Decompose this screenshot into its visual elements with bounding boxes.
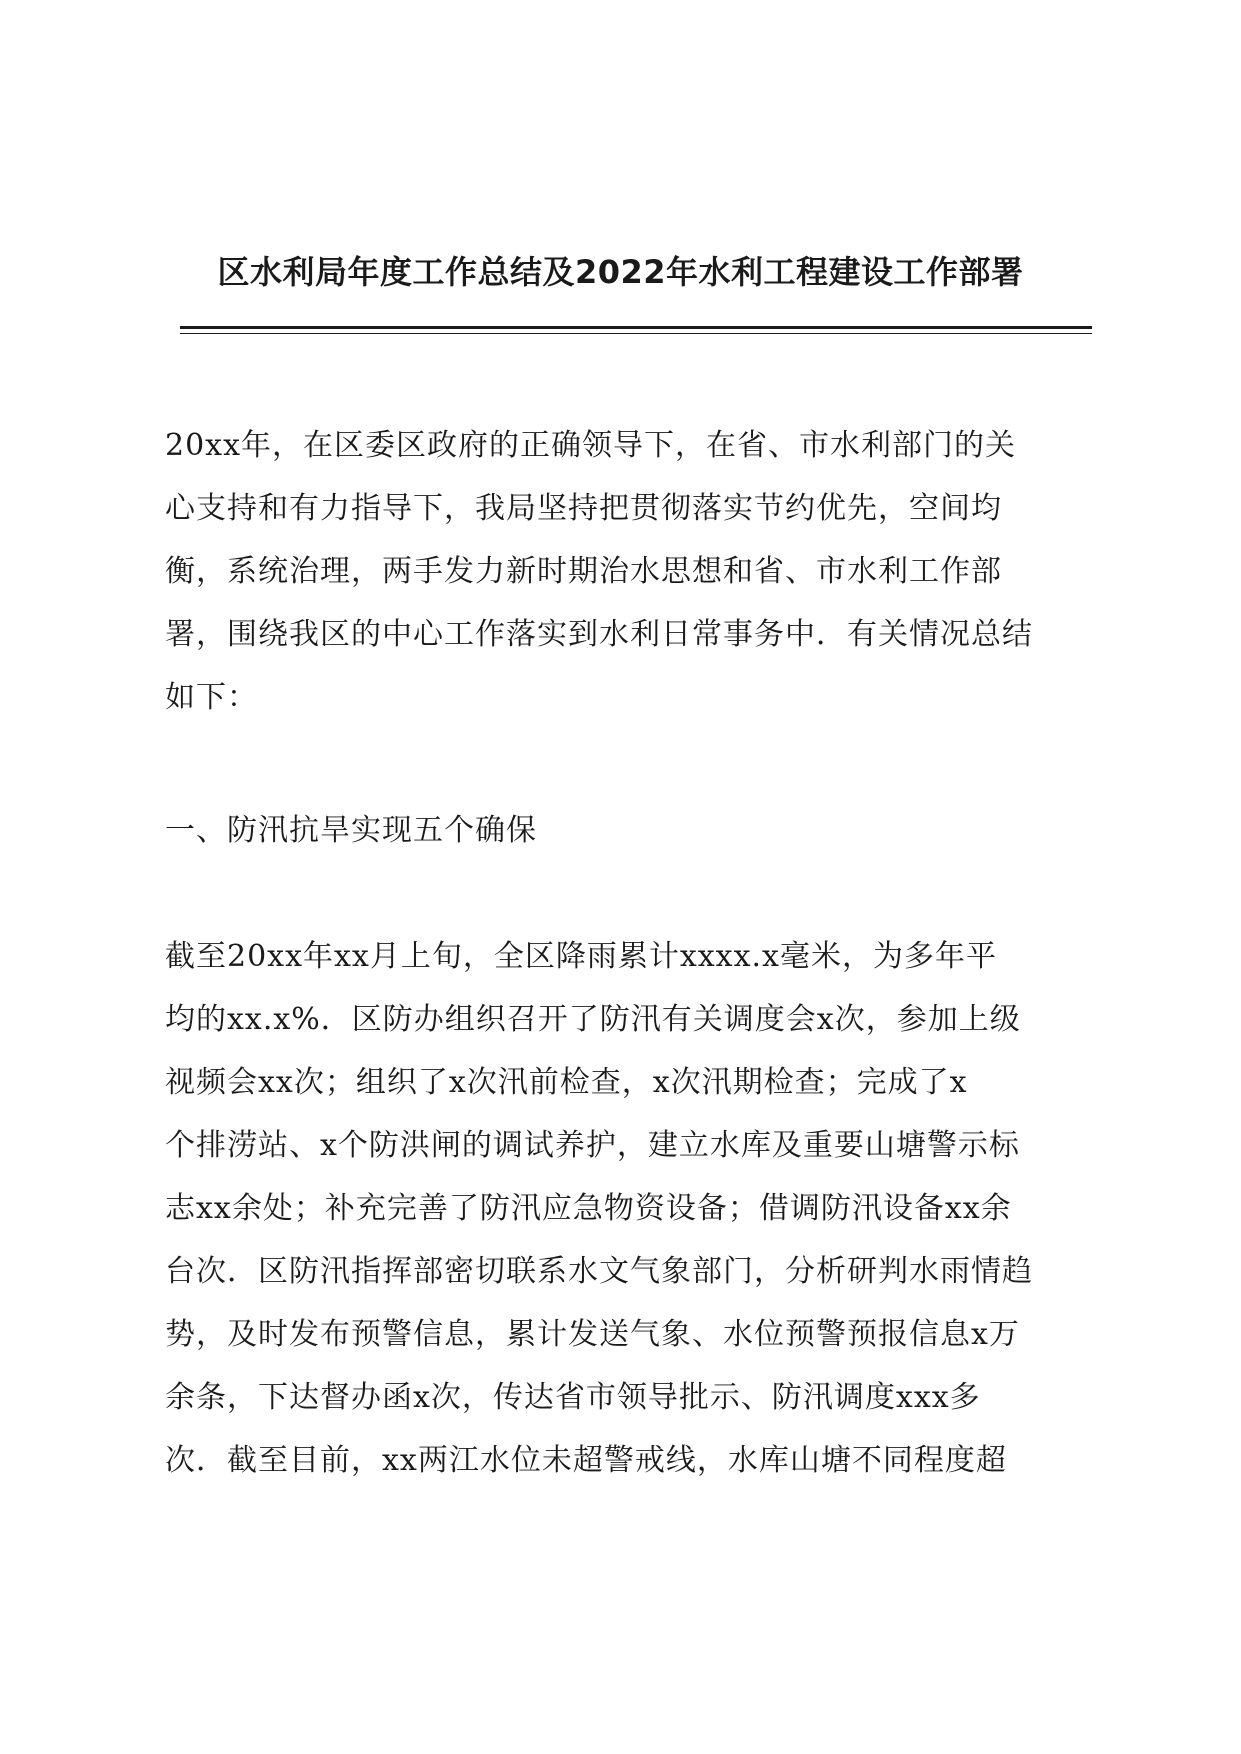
intro-paragraph bbox=[165, 414, 1095, 729]
section-heading-text: 一、防汛抗旱实现五个确保 bbox=[165, 813, 537, 848]
paragraph-line: 余条，下达督办函x次，传达省市领导批示、防汛调度xxx多 bbox=[165, 1380, 981, 1415]
paragraph-line: 志xx余处；补充完善了防汛应急物资设备；借调防汛设备xx余 bbox=[165, 1191, 1012, 1226]
paragraph-line: 次．截至目前，xx两江水位未超警戒线，水库山塘不同程度超 bbox=[165, 1443, 1007, 1478]
section-heading bbox=[165, 799, 1095, 862]
title-rule-thick bbox=[180, 326, 1092, 329]
paragraph-line: 台次．区防汛指挥部密切联系水文气象部门，分析研判水雨情趋 bbox=[165, 1254, 1033, 1289]
paragraph-line: 如下： bbox=[165, 680, 258, 715]
paragraph-line: 20xx年，在区委区政府的正确领导下，在省、市水利部门的关 bbox=[165, 428, 1017, 463]
paragraph-line: 均的xx.x%．区防办组织召开了防汛有关调度会x次，参加上级 bbox=[165, 1002, 1021, 1037]
title-rule-thin bbox=[180, 333, 1092, 334]
paragraph-line: 截至20xx年xx月上旬，全区降雨累计xxxx.x毫米，为多年平 bbox=[165, 939, 997, 974]
paragraph-line: 视频会xx次；组织了x次汛前检查，x次汛期检查；完成了x bbox=[165, 1065, 968, 1100]
paragraph-line: 个排涝站、x个防洪闸的调试养护，建立水库及重要山塘警示标 bbox=[165, 1128, 1020, 1163]
document-title: 区水利局年度工作总结及2022年水利工程建设工作部署 bbox=[217, 253, 1024, 291]
paragraph-line: 署，围绕我区的中心工作落实到水利日常事务中．有关情况总结 bbox=[165, 617, 1033, 652]
paragraph-line: 心支持和有力指导下，我局坚持把贯彻落实节约优先，空间均 bbox=[165, 491, 1002, 526]
section-paragraph bbox=[165, 925, 1095, 1492]
paragraph-line: 衡，系统治理，两手发力新时期治水思想和省、市水利工作部 bbox=[165, 554, 1002, 589]
paragraph-line: 势，及时发布预警信息，累计发送气象、水位预警预报信息x万 bbox=[165, 1317, 1020, 1352]
